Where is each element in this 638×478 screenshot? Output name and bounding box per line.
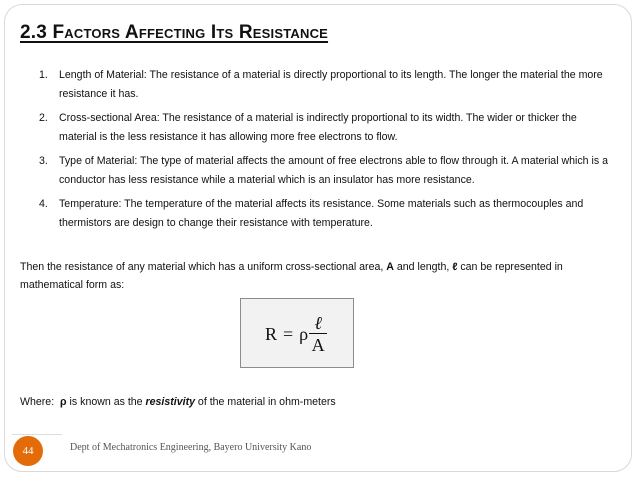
where-note [20, 396, 336, 408]
where-label: Where: [20, 396, 55, 408]
intro-text-2: and length, [393, 261, 453, 273]
list-item-number: 4. [39, 198, 48, 210]
resistance-formula [265, 309, 327, 359]
formula-rho: ρ [299, 323, 309, 344]
intro-text-1: Then the resistance of any material which has a uniform cross-sectional area, [20, 261, 387, 273]
page-number-badge: 44 [13, 436, 43, 466]
footer-divider [12, 434, 62, 435]
footer-text: Dept of Mechatronics Engineering, Bayero University Kano [70, 442, 312, 453]
factors-list [22, 66, 614, 238]
list-item-text: Temperature: The temperature of the material affects its resistance. Some materials such as thermocouples and thermistors are design to change their resistance with temperature. [59, 198, 584, 229]
formula-intro [20, 258, 620, 294]
where-text-1: is known as the [66, 396, 146, 408]
formula-box [240, 298, 354, 368]
formula-numerator: ℓ [314, 312, 322, 333]
list-item [22, 109, 614, 147]
formula-lhs: R [265, 323, 278, 344]
where-term: resistivity [145, 396, 195, 408]
where-text-2: of the material in ohm-meters [194, 396, 336, 408]
list-item [22, 152, 614, 190]
intro-area-symbol: A [386, 261, 394, 273]
list-item-text: Length of Material: The resistance of a material is directly proportional to its length. The longer the material the more resistance it has. [59, 69, 603, 100]
list-item [22, 66, 614, 104]
where-symbol: ρ [60, 396, 67, 408]
formula-fraction [309, 313, 327, 356]
list-item [22, 195, 614, 233]
formula-equals: = [283, 323, 294, 344]
list-item-text: Cross-sectional Area: The resistance of a material is indirectly proportional to its width. The wider or thicker the material is the less resistance it has allowing more free electrons to flow. [59, 112, 577, 143]
list-item-number: 2. [39, 112, 48, 124]
intro-length-symbol: ℓ [452, 261, 458, 273]
list-item-number: 3. [39, 155, 48, 167]
formula-denominator: A [311, 334, 325, 355]
list-item-text: Type of Material: The type of material affects the amount of free electrons able to flow through it. A material which is a conductor has less resistance while a material which is an insulator has more resistance. [59, 155, 609, 186]
slide-title: 2.3 Factors Affecting Its Resistance [20, 22, 329, 43]
intro-text-3: can be represented in mathematical form as: [20, 261, 563, 291]
list-item-number: 1. [39, 69, 48, 81]
